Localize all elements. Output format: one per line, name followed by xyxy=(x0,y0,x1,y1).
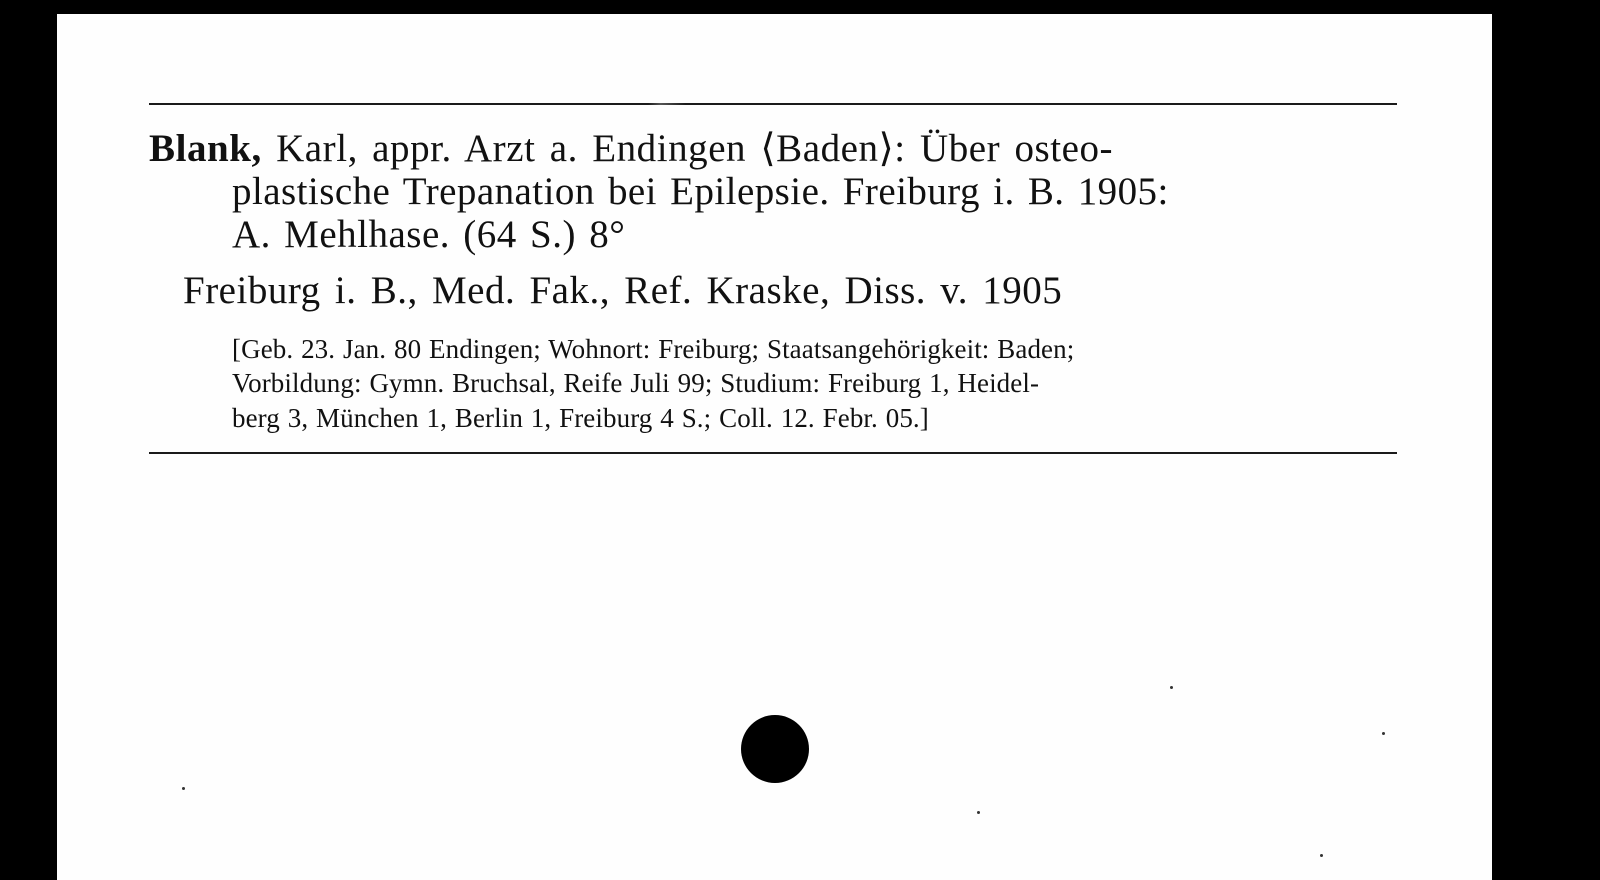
speck xyxy=(1320,854,1323,857)
punch-hole xyxy=(741,715,809,783)
entry-line-3: A. Mehlhase. (64 S.) 8° xyxy=(232,213,626,256)
author-surname: Blank, xyxy=(149,127,262,170)
speck xyxy=(977,811,980,814)
entry-line-1-text: Karl, appr. Arzt a. Endingen ⟨Baden⟩: Über osteo- xyxy=(261,127,1114,170)
scan-border-top xyxy=(0,0,1600,14)
entry-line-2: plastische Trepanation bei Epilepsie. Freiburg i. B. 1905: xyxy=(232,170,1169,213)
speck xyxy=(1382,732,1385,735)
catalog-card xyxy=(57,14,1492,880)
entry-line-1 xyxy=(149,126,1113,171)
dissertation-line: Freiburg i. B., Med. Fak., Ref. Kraske, Diss. v. 1905 xyxy=(183,269,1063,312)
biographical-note-line-2: Vorbildung: Gymn. Bruchsal, Reife Juli 99; Studium: Freiburg 1, Heidel- xyxy=(232,368,1040,398)
biographical-note-line-3: berg 3, München 1, Berlin 1, Freiburg 4 S.; Coll. 12. Febr. 05.] xyxy=(232,403,929,433)
biographical-note-line-1: [Geb. 23. Jan. 80 Endingen; Wohnort: Freiburg; Staatsangehörigkeit: Baden; xyxy=(232,334,1075,364)
speck xyxy=(1170,686,1173,689)
bottom-rule xyxy=(149,452,1397,454)
speck xyxy=(182,787,185,790)
top-rule xyxy=(149,103,1397,105)
